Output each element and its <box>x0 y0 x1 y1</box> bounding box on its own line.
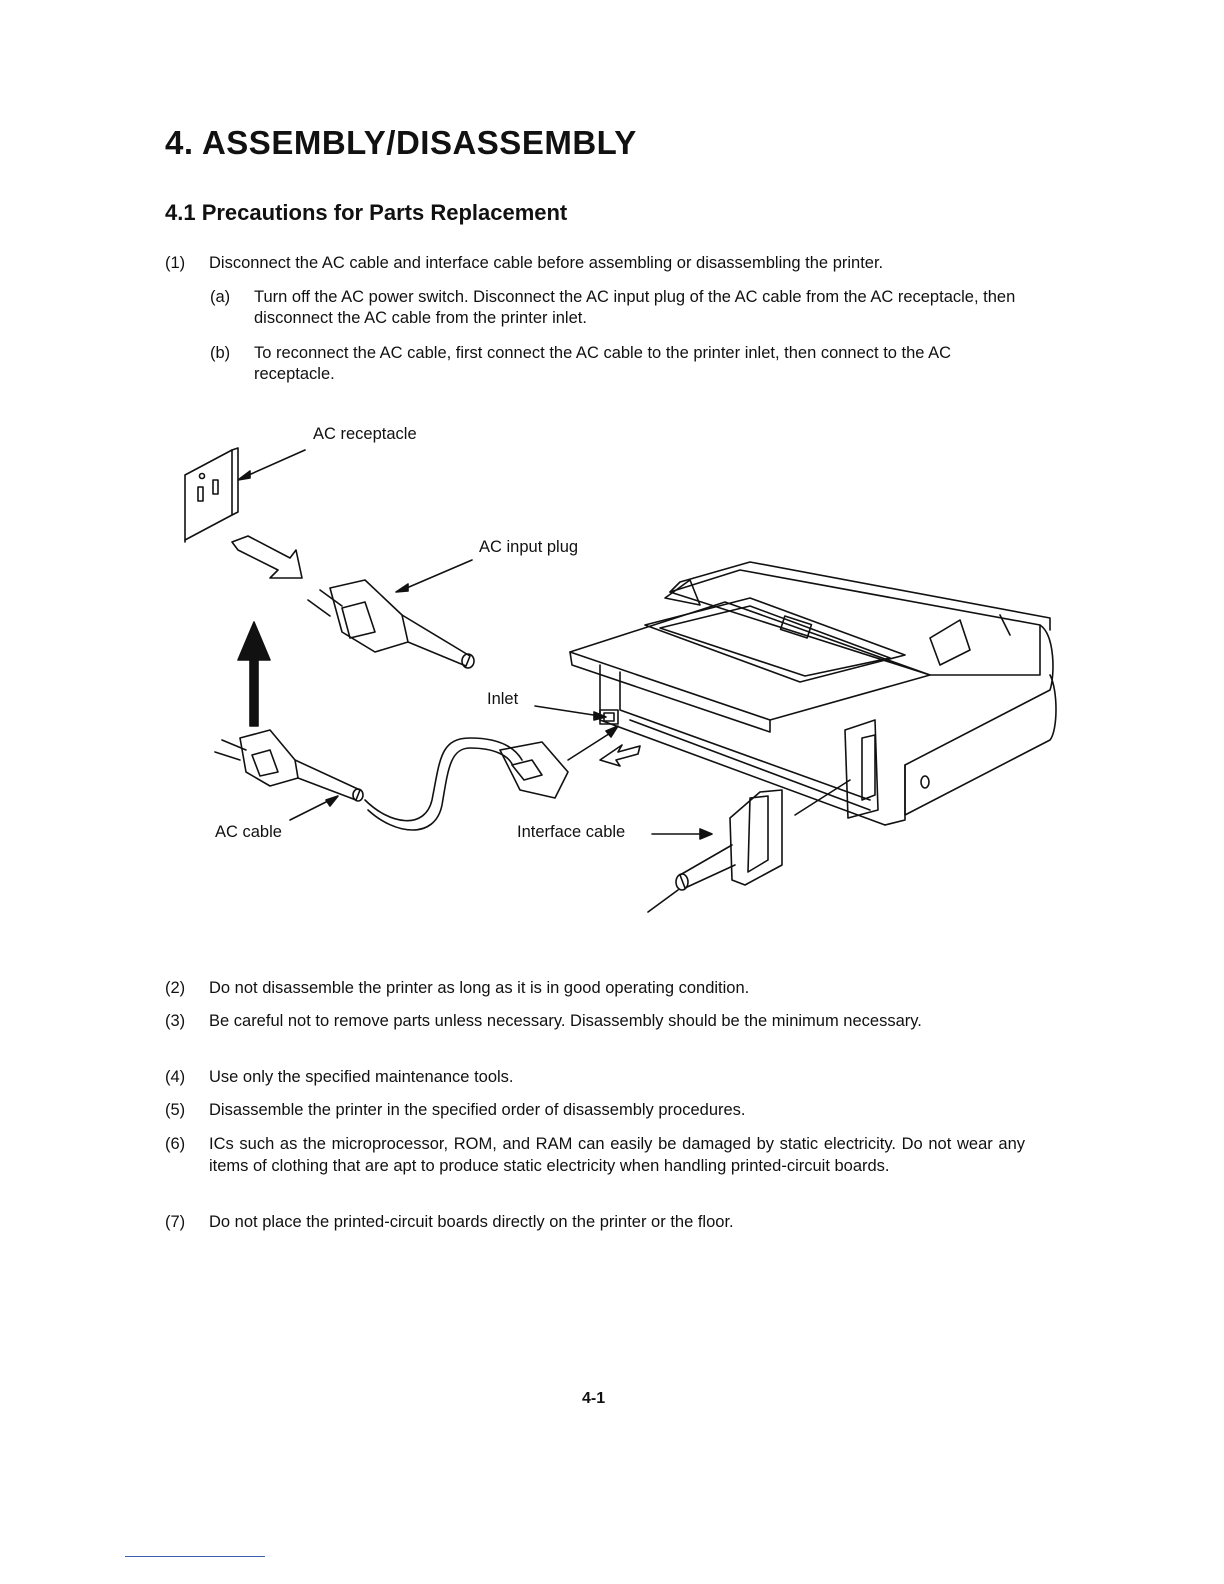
wall-outlet-drawing <box>185 448 238 542</box>
item-number: (3) <box>165 1012 186 1030</box>
item-number: (4) <box>165 1068 186 1086</box>
sub-item-text: To reconnect the AC cable, first connect the AC cable to the printer inlet, then connect to the AC receptacle. <box>254 344 952 383</box>
ac-receptacle-label: AC receptacle <box>313 425 417 443</box>
item-text: Do not place the printed-circuit boards directly on the printer or the floor. <box>209 1213 734 1231</box>
ac-cable-label: AC cable <box>215 823 282 841</box>
cable-connection-figure <box>170 420 1070 930</box>
item-text: Disassemble the printer in the specified order of disassembly procedures. <box>209 1101 746 1119</box>
item-number: (7) <box>165 1213 186 1231</box>
item-number: (6) <box>165 1135 186 1153</box>
ac-cable-plug-drawing <box>215 730 363 801</box>
item-text: Be careful not to remove parts unless necessary. Disassembly should be the minimum necessary. <box>209 1012 922 1030</box>
page-number: 4-1 <box>582 1390 606 1407</box>
item-number: (5) <box>165 1101 186 1119</box>
item-text: Do not disassemble the printer as long as it is in good operating condition. <box>209 979 750 997</box>
section-title: 4.1 Precautions for Parts Replacement <box>165 200 568 225</box>
item-number: (2) <box>165 979 186 997</box>
ac-input-plug-label: AC input plug <box>479 538 579 556</box>
item-text: ICs such as the microprocessor, ROM, and RAM can easily be damaged by static electricity. Do not wear any items of clothing that are apt to produce static electricity when handling printed-circuit boards. <box>209 1135 1025 1175</box>
sub-item-text: Turn off the AC power switch. Disconnect the AC input plug of the AC cable from the AC receptacle, then disconnect the AC cable from the printer inlet. <box>254 288 1016 327</box>
footer-rule <box>125 1556 265 1557</box>
sub-item-number: (b) <box>210 344 231 362</box>
item-text: Disconnect the AC cable and interface cable before assembling or disassembling the printer. <box>209 254 884 272</box>
item-number: (1) <box>165 254 186 272</box>
sub-item-number: (a) <box>210 288 231 306</box>
inlet-label: Inlet <box>487 690 519 708</box>
chapter-title: 4. ASSEMBLY/DISASSEMBLY <box>165 124 637 161</box>
ac-input-plug-drawing <box>308 580 474 668</box>
interface-cable-label: Interface cable <box>517 823 626 841</box>
interface-cable-drawing <box>648 780 850 912</box>
printer-drawing <box>570 562 1056 825</box>
item-text: Use only the specified maintenance tools. <box>209 1068 514 1086</box>
